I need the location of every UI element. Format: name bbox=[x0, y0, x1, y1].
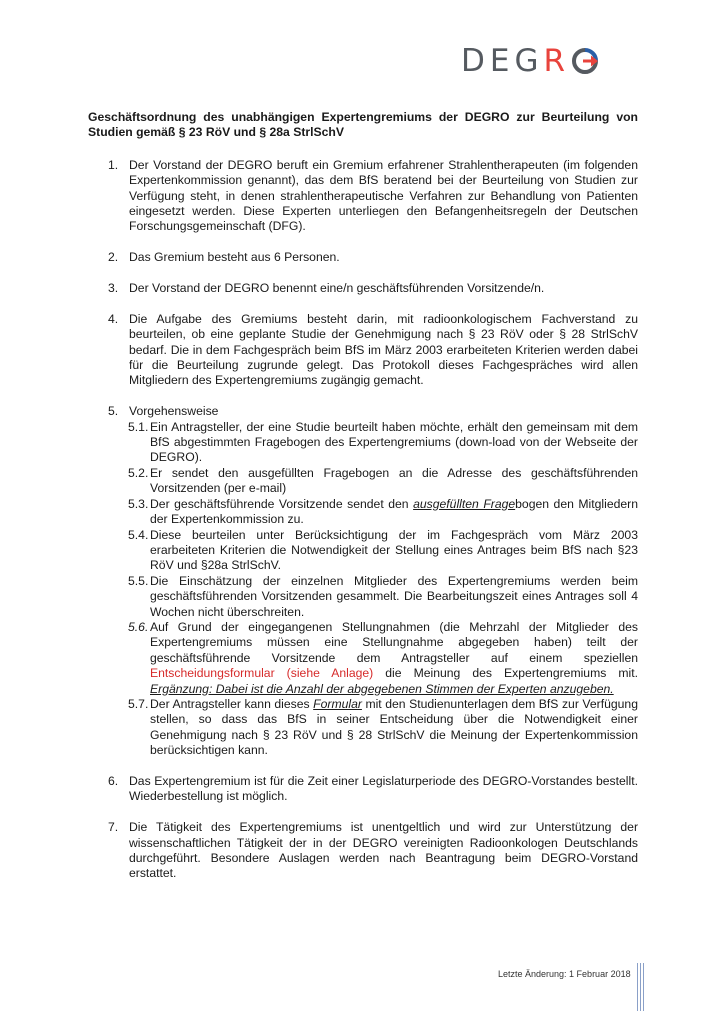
list-item-5 bbox=[88, 404, 638, 758]
subitem-text: Er sendet den ausgefüllten Fragebogen an die Adresse des geschäftsführenden Vorsitzenden (per e-mail) bbox=[150, 465, 638, 496]
subitem-text: Auf Grund der eingegangenen Stellungnahmen (die Mehrzahl der Mitglieder des Expertengremiums müssen eine Stellungnahme abgegeben haben) teilt der geschäftsführende Vorsitzende dem Antragsteller auf einem speziellen bbox=[150, 619, 638, 665]
subitem-5-4 bbox=[88, 528, 638, 574]
document-body bbox=[88, 110, 638, 897]
logo-o-arrow-icon bbox=[571, 47, 599, 75]
degro-logo bbox=[461, 44, 599, 78]
list-item-4 bbox=[88, 312, 638, 389]
subitem-5-7 bbox=[88, 697, 638, 759]
subitem-text: Der Antragsteller kann dieses bbox=[150, 696, 314, 711]
list-item-2 bbox=[88, 250, 638, 265]
subitem-text: Die Einschätzung der einzelnen Mitglieder des Expertengremiums werden beim geschäftsführenden Vorsitzenden gesammelt. Die Bearbeitungszeit eines Antrages soll 4 Wochen nicht überschreiten. bbox=[150, 573, 638, 619]
entscheidungsformular-reference: Entscheidungsformular (siehe Anlage) bbox=[150, 666, 374, 681]
subitem-text-rest: bogen den Mitgliedern der Expertenkommission zu. bbox=[150, 496, 639, 527]
item-number: 5. bbox=[108, 404, 119, 419]
item-number: 4. bbox=[108, 311, 119, 326]
item-number: 7. bbox=[108, 820, 119, 835]
subitem-number: 5.4. bbox=[128, 527, 149, 542]
list-item-1 bbox=[88, 158, 638, 235]
subitem-text: Diese beurteilen unter Berücksichtigung der im Fachgespräch vom März 2003 erarbeiteten Kriterien die Notwendigkeit der Stellung eines Antrages beim BfS nach §23 RöV und §28a StrlSchV. bbox=[150, 527, 638, 573]
list-item-7 bbox=[88, 820, 638, 882]
subitem-number: 5.2. bbox=[128, 465, 149, 480]
item-text: Die Tätigkeit des Expertengremiums ist unentgeltlich und wird zur Unterstützung der wissenschaftlichen Tätigkeit der in der DEGRO vereinigten Radioonkologen Deutschlands durchgeführt. Besondere Auslagen werden nach Beantragung beim DEGRO-Vorstand erstattet. bbox=[129, 820, 638, 881]
subitem-emphasis: ausgefüllten Frage bbox=[413, 496, 516, 511]
subitem-number: 5.7. bbox=[128, 696, 149, 711]
item-number: 3. bbox=[108, 281, 119, 296]
subitem-number: 5.1. bbox=[128, 419, 149, 434]
subitem-number: 5.3. bbox=[128, 496, 149, 511]
subitem-5-3 bbox=[88, 497, 638, 528]
subitem-emphasis: Formular bbox=[313, 696, 362, 711]
subitem-5-2 bbox=[88, 466, 638, 497]
footer-last-modified: Letzte Änderung: 1 Februar 2018 bbox=[498, 969, 631, 979]
item-number: 6. bbox=[108, 773, 119, 788]
item-number: 1. bbox=[108, 157, 119, 172]
subitem-5-1 bbox=[88, 420, 638, 466]
item-text: Der Vorstand der DEGRO benennt eine/n geschäftsführenden Vorsitzende/n. bbox=[129, 281, 545, 296]
list-item-3 bbox=[88, 281, 638, 296]
list-item-6 bbox=[88, 774, 638, 805]
item-number: 2. bbox=[108, 250, 119, 265]
item-text: Der Vorstand der DEGRO beruft ein Gremium erfahrener Strahlentherapeuten (im folgenden Expertenkommission genannt), das dem BfS beratend bei der Beurteilung von Studien zur Verfügung steht, in denen strahlentherapeutische Verfahren zur Behandlung von Patienten eingesetzt werden. Diese Experten unterliegen den Befangenheitsregeln der Deutschen Forschungsgemeinschaft (DFG). bbox=[129, 157, 638, 234]
document-title: Geschäftsordnung des unabhängigen Expertengremiums der DEGRO zur Beurteilung von Studien gemäß § 23 RöV und § 28a StrlSchV bbox=[88, 110, 638, 140]
item-heading: Vorgehensweise bbox=[129, 404, 219, 419]
item-text: Das Expertengremium ist für die Zeit einer Legislaturperiode des DEGRO-Vorstandes bestellt. Wiederbestellung ist möglich. bbox=[129, 773, 638, 804]
subitem-5-6 bbox=[88, 620, 638, 697]
subitem-number: 5.5. bbox=[128, 573, 149, 588]
item-text: Die Aufgabe des Gremiums besteht darin, mit radioonkologischem Fachverstand zu beurteilen, ob eine geplante Studie der Genehmigung nach § 23 RöV oder § 28 StrlSchV bedarf. Die in dem Fachgespräch beim BfS im März 2003 erarbeiteten Kriterien werden dabei für die Beurteilung zugrunde gelegt. Das Protokoll dieses Fachgespräches wird allen Mitgliedern des Expertengremiums zugängig gemacht. bbox=[129, 311, 638, 388]
subitem-text-rest: mit den Studienunterlagen dem BfS zur Verfügung stellen, so dass das BfS in seiner Entscheidung über die Notwendigkeit einer Genehmigung nach § 23 RöV und § 28 StrlSchV die Meinung der Expertenkommission berücksichtigen kann. bbox=[150, 696, 638, 758]
item-text: Das Gremium besteht aus 6 Personen. bbox=[129, 250, 340, 265]
subitem-emphasis: Ergänzung: Dabei ist die Anzahl der abgegebenen Stimmen der Experten anzugeben. bbox=[150, 681, 614, 696]
subitem-text: Der geschäftsführende Vorsitzende sendet den bbox=[150, 496, 414, 511]
subitem-5-5 bbox=[88, 574, 638, 620]
subitem-number: 5.6. bbox=[128, 619, 149, 634]
logo-text: DEGR bbox=[461, 43, 571, 79]
subitem-text-rest: die Meinung des Expertengremiums mit. bbox=[373, 666, 638, 681]
subitem-text: Ein Antragsteller, der eine Studie beurteilt haben möchte, erhält den gemeinsam mit dem BfS abgestimmten Fragebogen des Expertengremiums (down-load von der Webseite der DEGRO). bbox=[150, 419, 638, 465]
